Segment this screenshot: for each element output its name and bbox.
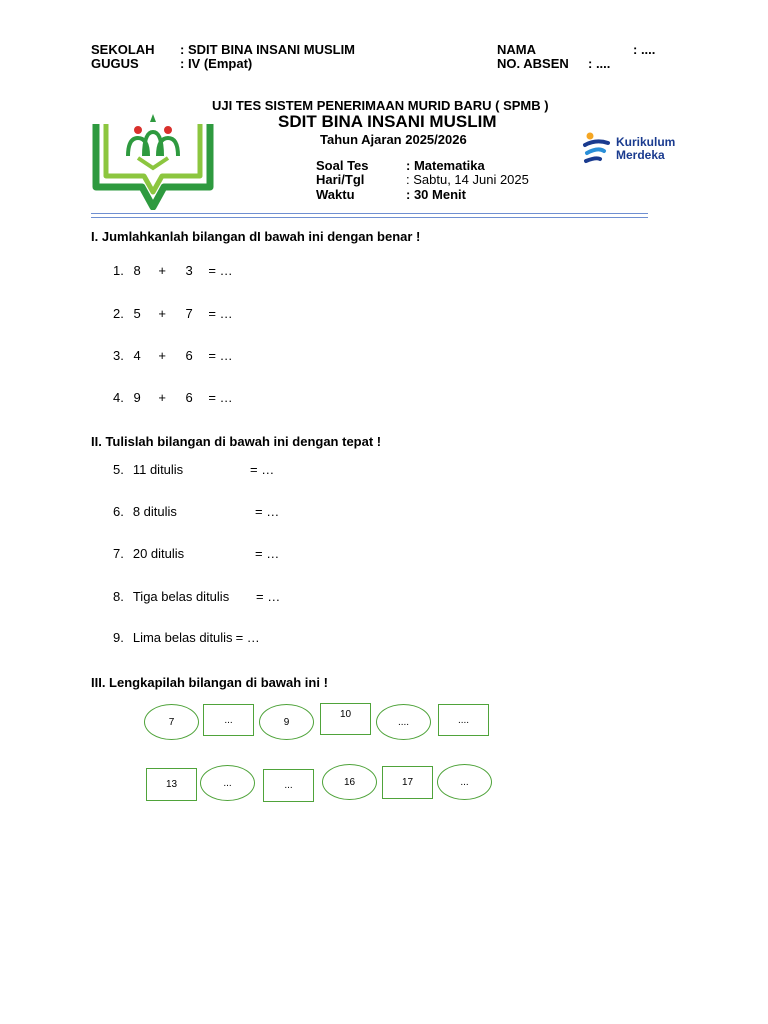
operand-b: 7 xyxy=(185,306,193,321)
s2-item-5-answer: = … xyxy=(250,462,275,477)
operator: + xyxy=(158,348,166,363)
academic-year: Tahun Ajaran 2025/2026 xyxy=(320,132,467,147)
kurikulum-merdeka-icon xyxy=(582,131,614,165)
sequence-blank: ... xyxy=(223,777,232,789)
sequence-box xyxy=(203,704,254,736)
section1-title: I. Jumlahkanlah bilangan dI bawah ini dengan benar ! xyxy=(91,229,421,244)
detail-value-waktu: : 30 Menit xyxy=(406,187,466,202)
item-number: 5. xyxy=(113,462,124,477)
sequence-number: 16 xyxy=(343,776,356,788)
item-text: 8 ditulis xyxy=(132,504,177,519)
sequence-number: 7 xyxy=(168,716,175,728)
sequence-oval xyxy=(437,764,492,800)
sequence-box xyxy=(438,704,489,736)
s2-item-6-answer: = … xyxy=(255,504,280,519)
operand-a: 5 xyxy=(133,306,141,321)
gugus-value: : IV (Empat) xyxy=(180,56,253,71)
kurikulum-text: Kurikulum xyxy=(616,135,676,149)
s2-item-7 xyxy=(113,546,184,561)
header-rule-bottom xyxy=(91,217,648,218)
absen-value: : .... xyxy=(588,56,611,71)
sequence-number: 13 xyxy=(165,779,178,790)
s2-item-5 xyxy=(113,462,183,477)
school-logo xyxy=(92,112,214,215)
detail-label-soal: Soal Tes xyxy=(316,158,369,173)
operand-a: 9 xyxy=(133,390,141,405)
sequence-number: 17 xyxy=(401,777,414,788)
sequence-box xyxy=(320,703,371,735)
item-number: 8. xyxy=(113,589,124,604)
s2-item-7-answer: = … xyxy=(255,546,280,561)
gugus-label: GUGUS xyxy=(91,56,139,71)
answer-blank: = … xyxy=(208,263,233,278)
s1-item-3 xyxy=(113,348,233,363)
section2-title: II. Tulislah bilangan di bawah ini dengan tepat ! xyxy=(91,434,382,449)
detail-value-soal: : Matematika xyxy=(406,158,485,173)
sequence-number: 9 xyxy=(283,716,290,728)
operand-b: 3 xyxy=(185,263,193,278)
item-text: 11 ditulis xyxy=(132,462,184,477)
s1-item-2 xyxy=(113,306,233,321)
operator: + xyxy=(158,390,166,405)
exam-title: UJI TES SISTEM PENERIMAAN MURID BARU ( SPMB ) xyxy=(212,98,549,113)
operator: + xyxy=(158,263,166,278)
answer-blank: = … xyxy=(208,348,233,363)
answer-blank: = … xyxy=(235,630,260,645)
merdeka-text: Merdeka xyxy=(616,148,665,162)
detail-label-hari: Hari/Tgl xyxy=(316,172,365,187)
answer-blank: = … xyxy=(208,390,233,405)
item-number: 3. xyxy=(113,348,124,363)
sequence-blank: .... xyxy=(457,714,470,726)
item-number: 2. xyxy=(113,306,124,321)
absen-label: NO. ABSEN xyxy=(497,56,569,71)
s2-item-6 xyxy=(113,504,177,519)
item-number: 1. xyxy=(113,263,124,278)
sequence-blank: ... xyxy=(460,776,469,788)
sequence-oval xyxy=(322,764,377,800)
item-text: Tiga belas ditulis xyxy=(132,589,230,604)
operator: + xyxy=(158,306,166,321)
item-number: 7. xyxy=(113,546,124,561)
operand-a: 4 xyxy=(133,348,141,363)
sequence-number: 10 xyxy=(339,709,352,720)
sequence-blank: ... xyxy=(284,780,293,791)
sequence-box xyxy=(382,766,433,799)
operand-b: 6 xyxy=(185,348,193,363)
item-number: 4. xyxy=(113,390,124,405)
answer-blank: = … xyxy=(208,306,233,321)
sequence-oval xyxy=(200,765,255,801)
nama-value: : .... xyxy=(633,42,656,57)
s2-item-8-answer: = … xyxy=(256,589,281,604)
item-text: 20 ditulis xyxy=(132,546,185,561)
detail-label-waktu: Waktu xyxy=(316,187,355,202)
operand-b: 6 xyxy=(185,390,193,405)
item-number: 6. xyxy=(113,504,124,519)
sequence-oval xyxy=(376,704,431,740)
sequence-blank: .... xyxy=(397,716,410,728)
sequence-box xyxy=(146,768,197,801)
s1-item-1 xyxy=(113,263,233,278)
item-text: Lima belas ditulis xyxy=(132,630,233,645)
s2-item-8 xyxy=(113,589,229,604)
sekolah-label: SEKOLAH xyxy=(91,42,155,57)
sequence-box xyxy=(263,769,314,802)
sequence-oval xyxy=(259,704,314,740)
nama-label: NAMA xyxy=(497,42,536,57)
header-rule-top xyxy=(91,213,648,214)
item-number: 9. xyxy=(113,630,124,645)
sequence-blank: ... xyxy=(224,714,233,726)
s1-item-4 xyxy=(113,390,233,405)
school-name: SDIT BINA INSANI MUSLIM xyxy=(278,112,497,131)
sequence-oval xyxy=(144,704,199,740)
operand-a: 8 xyxy=(133,263,141,278)
s2-item-9 xyxy=(113,630,260,645)
section3-title: III. Lengkapilah bilangan di bawah ini ! xyxy=(91,675,328,690)
sekolah-value: : SDIT BINA INSANI MUSLIM xyxy=(180,42,356,57)
detail-value-hari: : Sabtu, 14 Juni 2025 xyxy=(406,172,529,187)
